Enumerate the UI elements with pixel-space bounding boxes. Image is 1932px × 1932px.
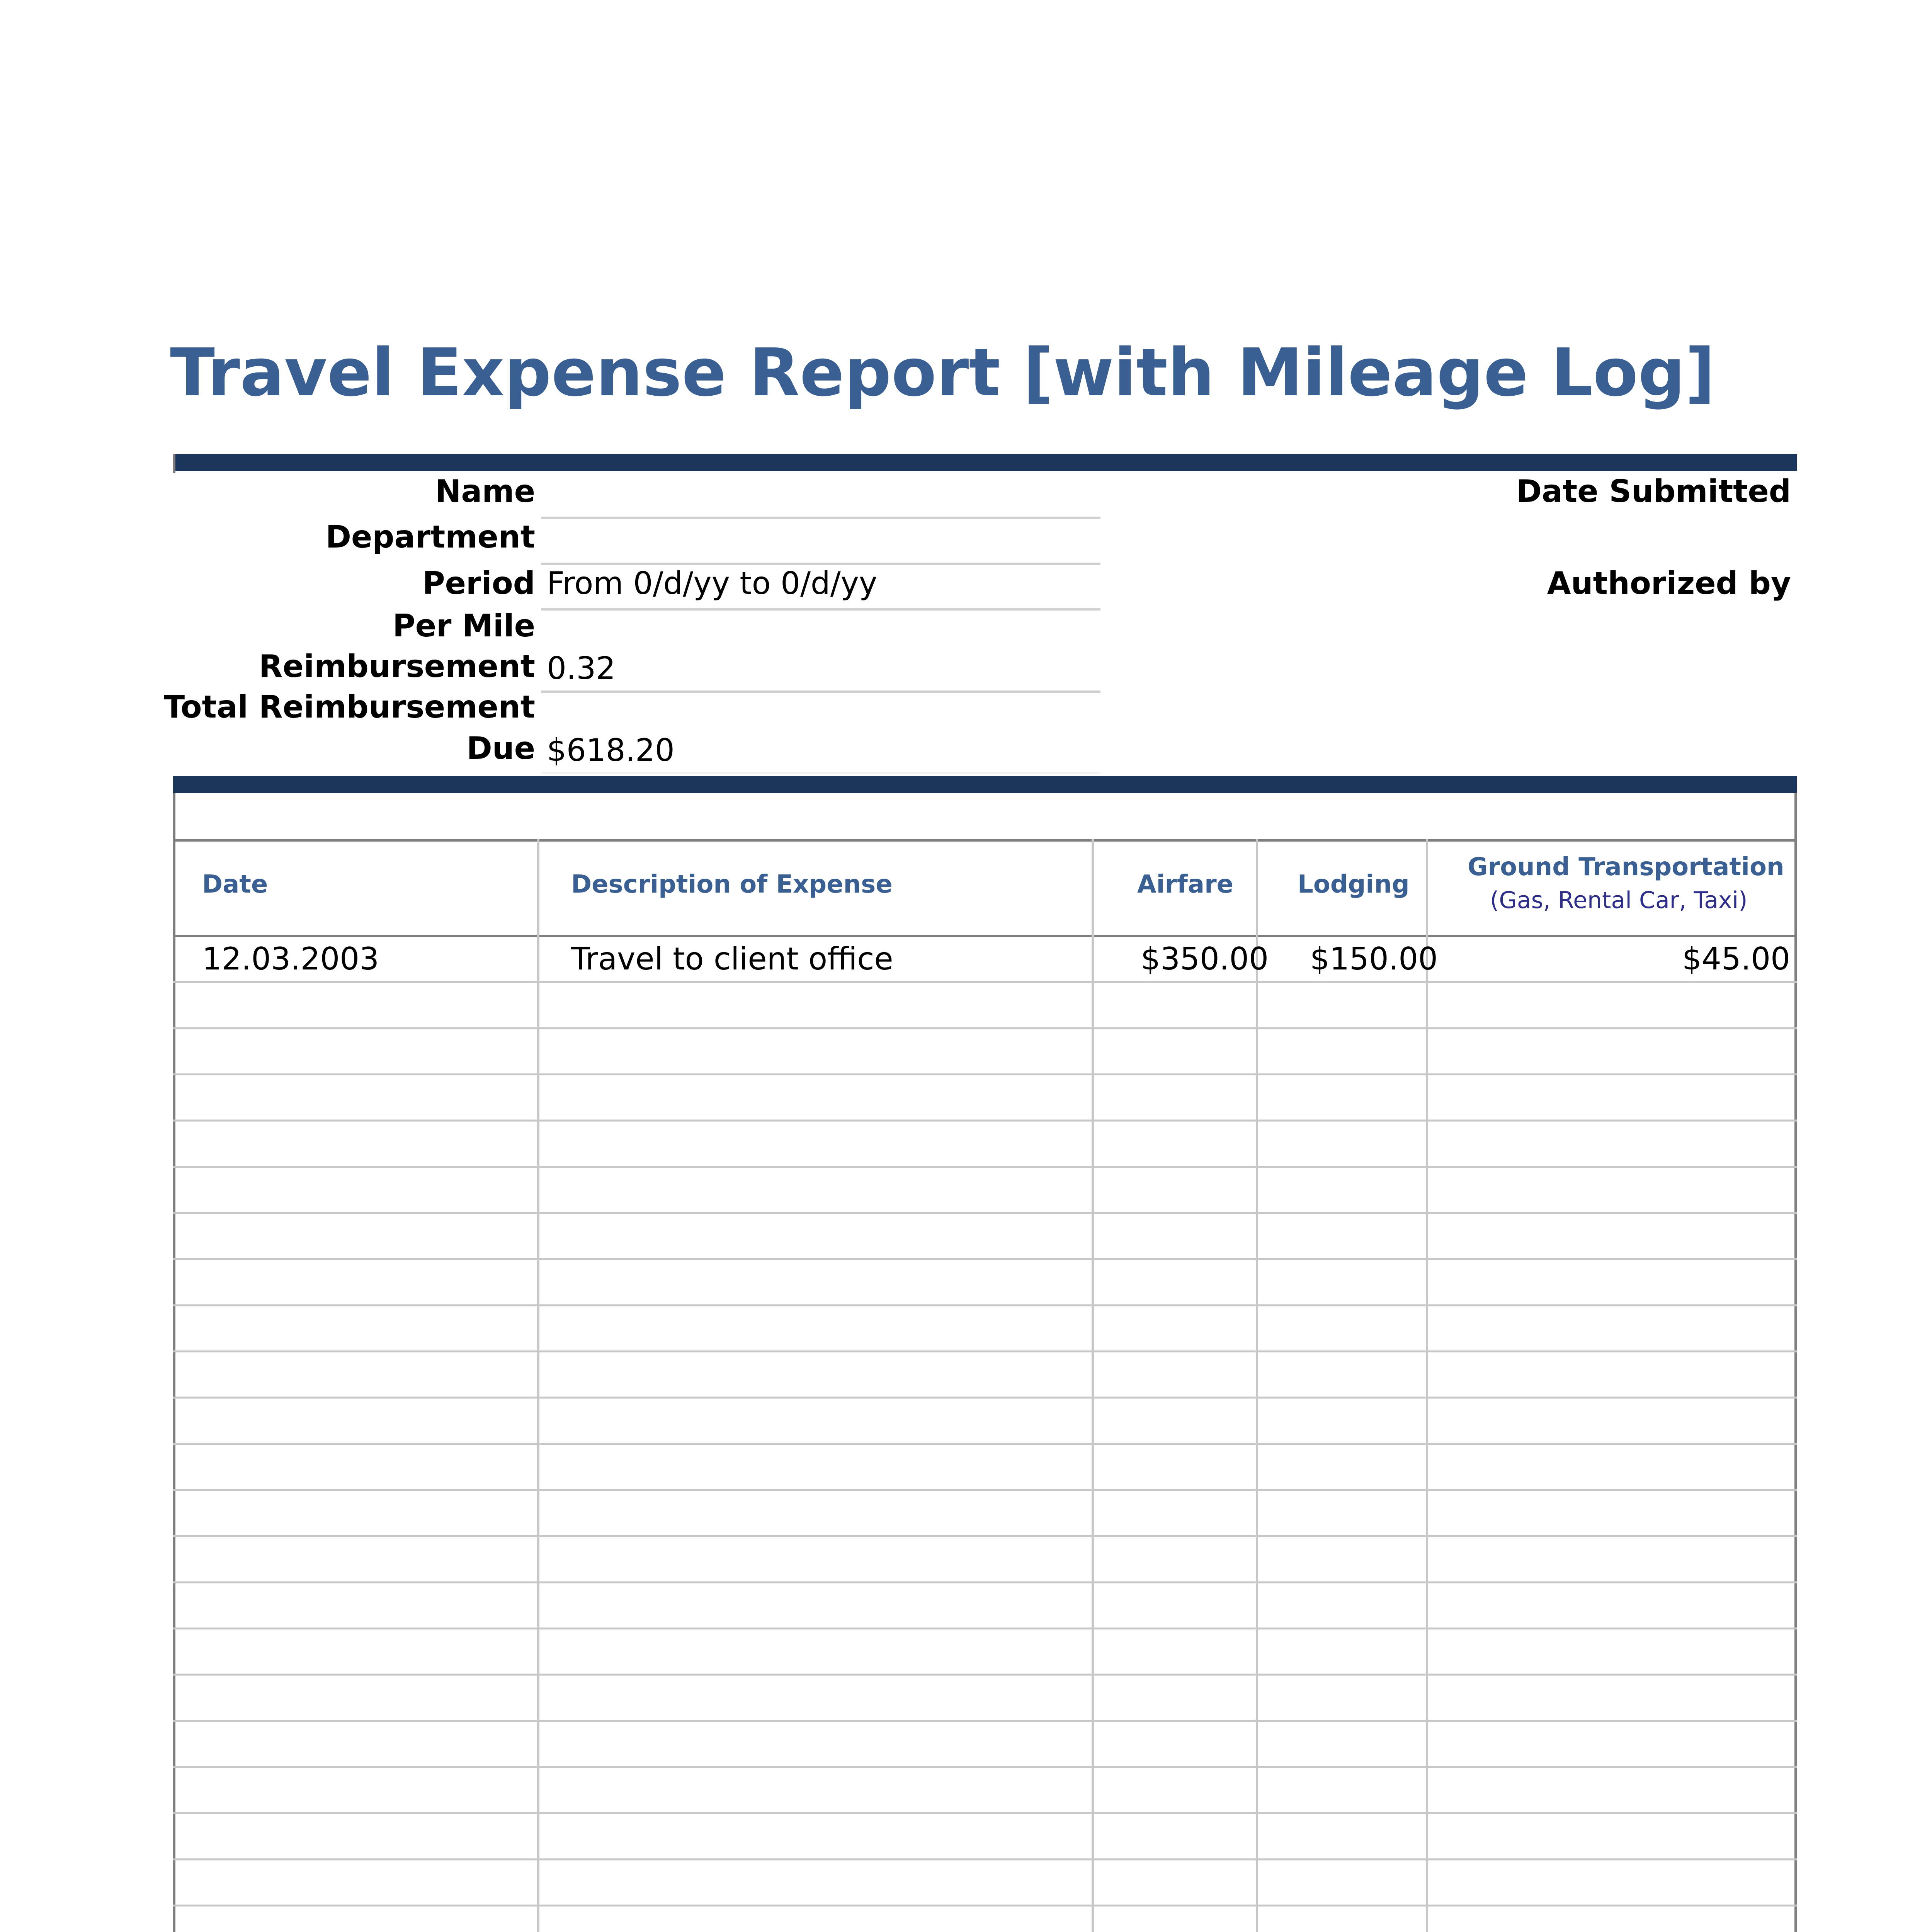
row-1-description[interactable]: Travel to client office (571, 941, 893, 977)
total-label-line2: Due (466, 730, 535, 766)
per-mile-underline (541, 690, 1100, 693)
department-underline (541, 563, 1100, 565)
per-mile-label-line2: Reimbursement (259, 648, 535, 684)
row-1-airfare[interactable]: $350.00 (1141, 941, 1269, 977)
per-mile-field[interactable]: 0.32 (547, 650, 616, 686)
total-underline (541, 772, 1100, 774)
row-1-date[interactable]: 12.03.2003 (202, 941, 379, 977)
per-mile-label-line1: Per Mile (393, 608, 535, 644)
col-header-ground: Ground Transportation (1468, 853, 1784, 881)
period-field[interactable]: From 0/d/yy to 0/d/yy (547, 565, 878, 601)
authorized-by-label: Authorized by (1547, 565, 1791, 601)
total-field: $618.20 (547, 732, 675, 768)
col-header-date: Date (202, 870, 268, 899)
top-band (173, 454, 1797, 471)
mid-band (173, 776, 1797, 793)
expense-table (173, 839, 1797, 1932)
name-underline (541, 517, 1100, 519)
total-label-line1: Total Reimbursement (163, 689, 535, 725)
spacer-box (173, 793, 1797, 839)
col-header-description: Description of Expense (571, 870, 893, 899)
period-label: Period (422, 565, 535, 601)
row-1-ground[interactable]: $45.00 (1682, 941, 1790, 977)
table-grid (173, 839, 1797, 1932)
col-header-lodging: Lodging (1298, 870, 1410, 899)
page-title: Travel Expense Report [with Mileage Log] (170, 335, 1715, 411)
date-submitted-label: Date Submitted (1516, 473, 1791, 509)
frame-left-edge-top (173, 454, 175, 473)
department-label: Department (325, 519, 535, 555)
col-header-ground-sub: (Gas, Rental Car, Taxi) (1490, 887, 1748, 914)
period-underline (541, 608, 1100, 611)
name-label: Name (435, 473, 535, 509)
row-1-lodging[interactable]: $150.00 (1310, 941, 1438, 977)
col-header-airfare: Airfare (1137, 870, 1234, 899)
